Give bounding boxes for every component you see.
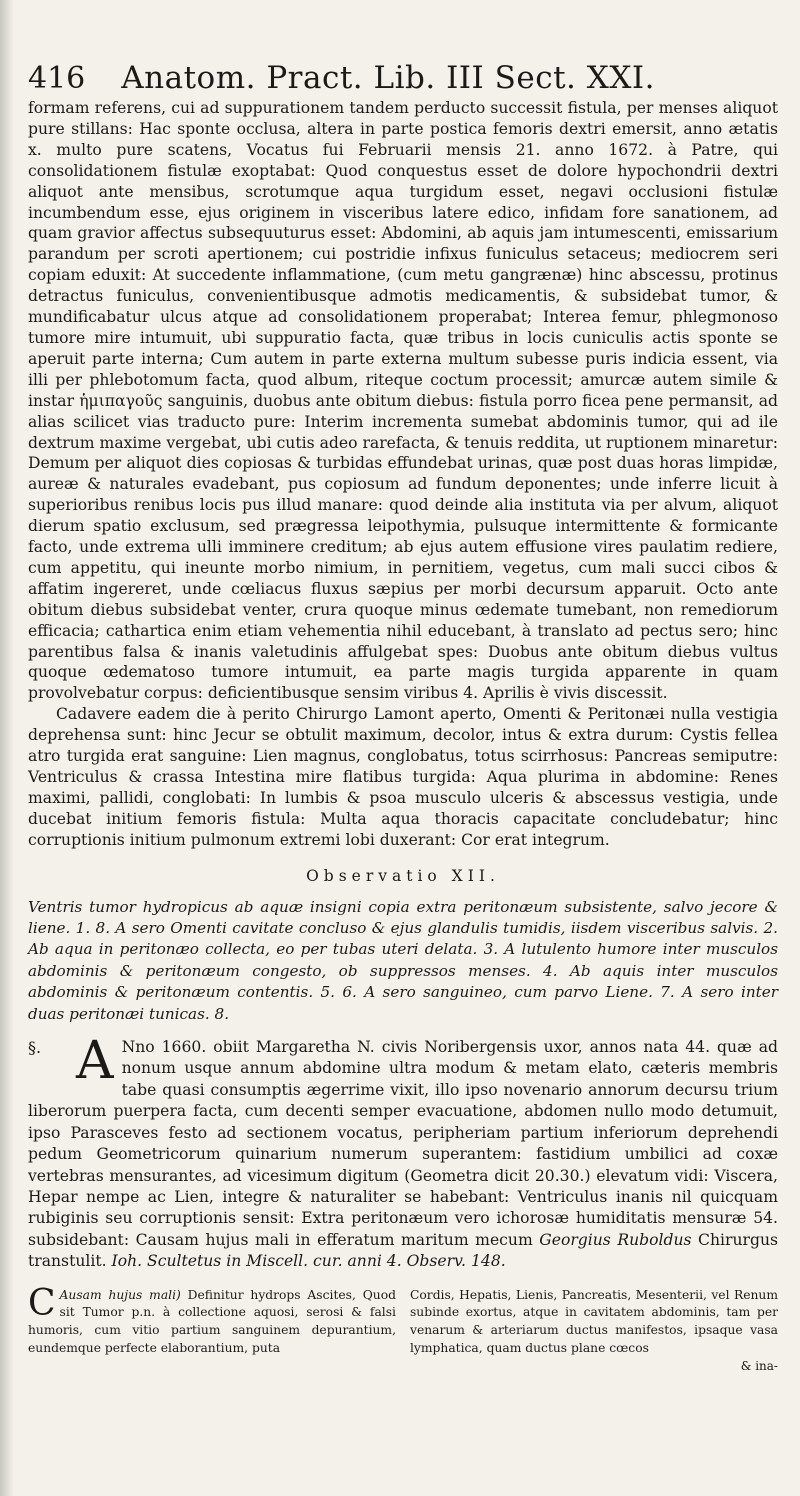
body-paragraph-continued: formam referens, cui ad suppurationem tandem perducto successit fistula, per menses aliquot pure stillans: Hac sponte occlusa, altera in parte postica femoris dextri emersit, anno ætatis x. multo pure scatens, Vocatus fui Februarii mensis 21. anno 1672. à Patre, qui consolidationem fistulæ exoptabat: Quod conquestus esset de dolore hypochondrii dextri aliquot ante mensibus, scrotumque aqua turgidum esset, negavi occlusioni fistulæ incumbendum esse, ejus originem in visceribus latere edico, infidam fore sanationem, ad quam gravior affectus subsequuturus esset: Abdomini, ab aquis jam intumescenti, emissarium parandum per scroti apertionem; cui postridie infixus funiculus setaceus; mediocrem seri copiam eduxit: At succedente inflammatione, (cum metu gangrænæ) hinc abscessu, protinus detractus funiculus, convenientibusque admotis medicamentis, & subsidebat tumor, & mundificabatur ulcus atque ad consolidationem properabat; Interea femur, phlegmonoso tumore mire intumuit, ubi suppuratio facta, quæ tribus in locis cuniculis actis sponte se aperuit parte interna; Cum autem in parte externa multum subesse puris indicia essent, via illi per phlebotomum facta, quod album, riteque coctum processit; amurcæ autem simile & instar ἡμιπαγοῦς sanguinis, duobus ante obitum diebus: fistula porro ficea pene permansit, ad alias scilicet vias traducto pure: Interim incrementa sumebat abdominis tumor, qui ad ile dextrum maxime vergebat, ubi cutis adeo rarefacta, & tenuis reddita, ut ruptionem minaretur: Demum per aliquot dies copiosas & turbidas effundebat urinas, quæ post duas horas limpidæ, aureæ & naturales evadebant, pus copiosum ad fundum deponentes; unde inferre licuit à superioribus renibus locis pus illud manare: quod deinde alia instituta via per alvum, aliquot dierum spatio exclusum, sed prægressa leipothymia, pulsuque intermittente & formicante facto, unde extrema ulli imminere creditum; ab ejus autem effusione vires paulatim rediere, cum appetitu, qui ineunte morbo nimium, in pernitiem, vegetus, cum mali succi cibos & affatim ingereret, unde cœliacus fluxus sæpius per morbi decursum apparuit. Octo ante obitum diebus subsidebat venter, crura quoque minus œdemate tumebant, non remediorum efficacia; cathartica enim etiam vehementia nihil educebant, à translato ad pectus sero; hinc parentibus falsa & inanis valetudinis affulgebat spes: Duobus ante obitum diebus vultus quoque œdematoso tumore intumuit, ea parte magis turgida apparente in quam provolvebatur corpus: deficientibusque sensim viribus 4. Aprilis è vivis discessit. xyxy=(28,99,778,703)
observation-case-paragraph xyxy=(28,1031,778,1272)
surgeon-name: Georgius Ruboldus xyxy=(539,1230,692,1249)
note-text-right: Cordis, Hepatis, Lienis, Pancreatis, Mesenterii, vel Renum subinde exortus, atque in cavitatem abdominis, tam per venarum & arteriarum ductus manifestos, ipsaque vasa lymphatica, quam ductus plane cœcos xyxy=(410,1287,778,1355)
body-text xyxy=(28,98,778,851)
citation: Ioh. Scultetus in Miscell. cur. anni 4. Observ. 148. xyxy=(111,1252,506,1271)
observation-heading: Observatio XII. xyxy=(306,866,500,885)
observation-summary: Ventris tumor hydropicus ab aquæ insigni copia extra peritonæum subsistente, salvo jecore & liene. 1. 8. A sero Omenti cavitate concluso & ejus glandulis tumidis, iisdem visceribus salvis. 2. Ab aqua in peritonæo collecta, eo per tubas uteri delata. 3. A lutulento humore inter musculos abdominis & peritonæum congesto, ob suppressos menses. 4. Ab aquis inter musculos abdominis & peritonæum contentis. 5. 6. A sero sanguineo, cum parvo Liene. 7. A sero inter duas peritonæi tunicas. 8. xyxy=(28,897,778,1023)
running-head-title: Anatom. Pract. Lib. III Sect. XXI. xyxy=(121,60,656,96)
note-lemma: Ausam hujus mali) xyxy=(59,1287,181,1302)
body-paragraph-autopsy: Cadavere eadem die à perito Chirurgo Lamont aperto, Omenti & Peritonæi nulla vestigia deprehensa sunt: hinc Jecur se obtulit maximum, decolor, intus & extra durum: Cystis fellea atro turgida erat sanguine: Lien magnus, conglobatus, totus scirrhosus: Pancreas semiputre: Ventriculus & crassa Intestina mire flatibus turgida: Aqua plurima in abdomine: Renes maximi, pallidi, conglobati: In lumbis & psoa musculo ulceris & abscessus vestigia, unde ducebat initium femoris fistula: Multa aqua thoracis capacitate concludebatur; hinc corruptionis initium pulmonum extremi lobi duxerant: Cor erat integrum. xyxy=(28,705,778,849)
note-column-right xyxy=(410,1287,778,1376)
page-edge-shadow xyxy=(0,0,14,1496)
notes xyxy=(28,1282,778,1376)
section-sign: §. xyxy=(28,1038,42,1058)
case-text: Nno 1660. obiit Margaretha N. civis Noribergensis uxor, annos nata 44. quæ ad nonum usque annum abdomine ultra modum & metam elato, cæteris membris tabe quasi consumptis ægerrime vixit, illo ipso novenario annorum decursu trium liberorum puerpera facta, cum decenti semper evacuatione, abdomen nullo modo detumuit, ipso Parasceves festo ad sectionem vocatus, peripheriam partium inferiorum deprehendi pedum Geometricorum quinarium numerum superantem: fastidium umbilici ad coxæ vertebras mensurantes, ad vicesimum digitum (Geometra dicit 20.30.) elevatum vidi: Viscera, Hepar nempe ac Lien, integre & naturaliter se habebant: Ventriculus inanis nil quicquam rubiginis seu corruptionis sensit: Extra peritonæum vero ichorosæ humiditatis mensuræ 54. subsidebant: Causam hujus mali in efferatum maritum mecum xyxy=(28,1038,778,1249)
page-number: 416 xyxy=(28,61,86,96)
note-column-left xyxy=(28,1282,396,1376)
drop-capital: A xyxy=(76,1031,114,1092)
note-drop-capital: C xyxy=(28,1282,56,1324)
catchword: & ina- xyxy=(740,1358,778,1373)
note-text-left: Definitur hydrops Ascites, Quod sit Tumor p.n. à collectione aquosi, serosi & falsi humoris, cum vitio partium sanguinem depurantium, eundemque perfecte elaborantium, puta xyxy=(28,1287,396,1355)
running-head xyxy=(28,60,778,98)
case-text-end: Chirurgus transtulit. xyxy=(28,1230,778,1271)
